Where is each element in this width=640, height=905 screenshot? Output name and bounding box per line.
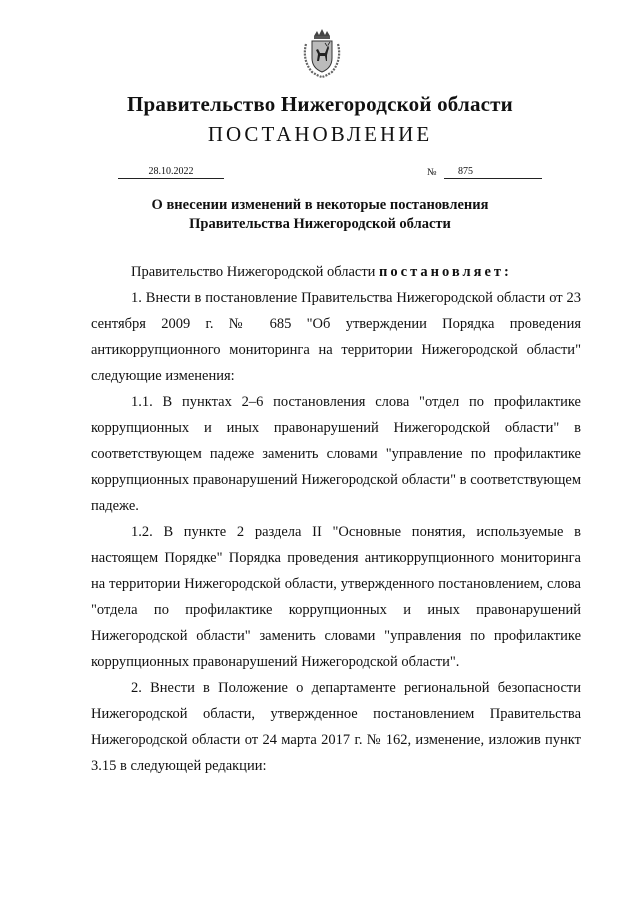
paragraph-1-1: 1.1. В пунктах 2–6 постановления слова "отдел по профилактике коррупционных и иных правонарушений Нижегородской области" в соответствующем падеже заменить словами "управление по профилактике коррупционных правонарушений Нижегородской области" в соответствующем падеже.: [91, 394, 581, 514]
document-subject: [120, 196, 520, 234]
document-number-value: 875: [458, 166, 473, 177]
number-label: №: [427, 167, 437, 178]
paragraph-2: 2. Внести в Положение о департаменте региональной безопасности Нижегородской области, утвержденное постановлением Правительства Нижегородской области от 24 марта 2017 г. № 162, изменение, изложив пункт 3.15 в следующей редакции:: [91, 680, 581, 774]
document-type: ПОСТАНОВЛЕНИЕ: [207, 122, 433, 146]
government-title: Правительство Нижегородской области: [127, 92, 513, 116]
coat-of-arms-icon: [300, 28, 344, 78]
subject-line-2: Правительства Нижегородской области: [189, 216, 451, 232]
intro-prefix: Правительство Нижегородской области: [131, 264, 380, 280]
intro-resolves: постановляет:: [379, 264, 512, 280]
document-body: [91, 259, 581, 779]
document-number: [444, 165, 542, 179]
intro-paragraph: [91, 259, 581, 285]
document-date: 28.10.2022: [118, 165, 224, 179]
paragraph-1: 1. Внести в постановление Правительства Нижегородской области от 23 сентября 2009 г. № 685 "Об утверждении Порядка проведения антикоррупционного мониторинга на территории Нижегородской области" следующие изменения:: [91, 290, 581, 384]
subject-line-1: О внесении изменений в некоторые постановления: [151, 197, 489, 213]
paragraph-1-2: 1.2. В пункте 2 раздела II "Основные понятия, используемые в настоящем Порядке" Порядка проведения антикоррупционного мониторинга на территории Нижегородской области, утвержденного постановлением, слова "отдела по профилактике коррупционных и иных правонарушений Нижегородской области" заменить словами "управления по профилактике коррупционных правонарушений Нижегородской области".: [91, 524, 581, 670]
